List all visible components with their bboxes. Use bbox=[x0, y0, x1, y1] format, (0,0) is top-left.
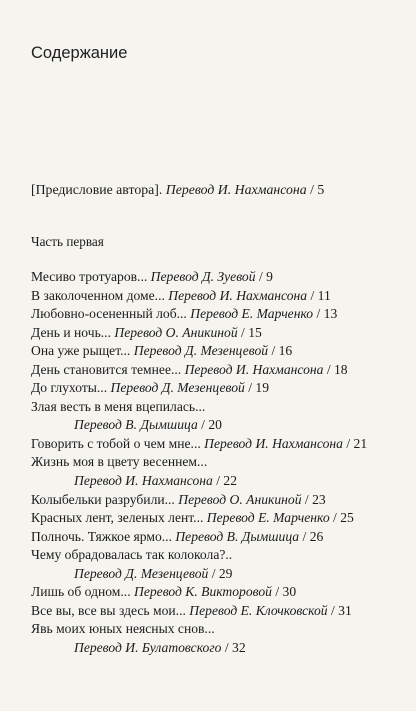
entry-page: / 25 bbox=[333, 510, 354, 526]
toc-entry bbox=[31, 416, 406, 435]
toc-entry bbox=[31, 491, 406, 510]
entry-title: Она уже рыщет... bbox=[31, 343, 131, 359]
toc-entry bbox=[31, 602, 406, 621]
entry-title: День становится темнее... bbox=[31, 361, 182, 377]
toc-entry bbox=[31, 453, 406, 472]
entry-translator: Перевод И. Нахмансона bbox=[74, 473, 213, 489]
entry-page: / 11 bbox=[310, 287, 331, 303]
entry-title: Все вы, все вы здесь мои... bbox=[31, 602, 186, 618]
entry-title: Жизнь моя в цвету весеннем... bbox=[31, 454, 208, 470]
toc-entry bbox=[31, 305, 406, 324]
entry-translator: Перевод О. Аникиной bbox=[178, 491, 302, 507]
entry-translator: Перевод Д. Мезенцевой bbox=[133, 343, 269, 359]
entry-page: / 5 bbox=[310, 182, 325, 197]
entry-title: Колыбельки разрубили... bbox=[31, 491, 175, 507]
toc-entry bbox=[31, 435, 406, 454]
entry-title: Полночь. Тяжкое ярмо... bbox=[31, 528, 172, 544]
entry-translator: Перевод И. Нахмансона bbox=[168, 287, 308, 303]
entry-translator: Перевод Е. Марченко bbox=[190, 306, 314, 322]
entry-title: До глухоты... bbox=[31, 380, 108, 396]
toc-entry bbox=[31, 509, 406, 528]
entry-translator: Перевод В. Дымшица bbox=[74, 417, 198, 433]
entry-translator: Перевод И. Нахмансона bbox=[204, 435, 343, 451]
entry-title: Красных лент, зеленых лент... bbox=[31, 510, 204, 526]
entry-title: День и ночь... bbox=[31, 324, 111, 340]
entry-title: Любовно-осененный лоб... bbox=[31, 306, 187, 322]
toc-entry-preface bbox=[31, 182, 324, 198]
entry-translator: Перевод Д. Зуевой bbox=[150, 269, 256, 284]
toc-entry bbox=[31, 528, 406, 547]
toc-entry bbox=[31, 620, 406, 639]
entry-page: / 32 bbox=[224, 639, 246, 655]
entry-translator: Перевод Д. Мезенцевой bbox=[74, 565, 209, 581]
entry-translator: Перевод И. Булатовского bbox=[74, 639, 222, 655]
entry-title: [Предисловие автора]. bbox=[31, 182, 163, 197]
entry-title: Злая весть в меня вцепилась... bbox=[31, 398, 206, 414]
page-title: Содержание bbox=[31, 44, 128, 62]
entry-translator: Перевод И. Нахмансона bbox=[184, 361, 324, 377]
toc-entry bbox=[31, 379, 406, 398]
entry-page: / 20 bbox=[201, 417, 222, 433]
entry-title: Месиво тротуаров... bbox=[31, 269, 148, 284]
entry-page: / 16 bbox=[271, 343, 293, 359]
entry-translator: Перевод О. Аникиной bbox=[114, 324, 238, 340]
entry-page: / 29 bbox=[211, 565, 233, 581]
entry-page: / 19 bbox=[248, 380, 269, 396]
toc-entry bbox=[31, 342, 406, 361]
toc-entry bbox=[31, 361, 406, 380]
toc-entry bbox=[31, 583, 406, 602]
toc-entry bbox=[31, 398, 406, 417]
entry-page: / 21 bbox=[346, 435, 368, 451]
toc-entry bbox=[31, 287, 406, 306]
entry-page: / 30 bbox=[275, 584, 297, 600]
entry-page: / 13 bbox=[316, 306, 338, 322]
entry-page: / 15 bbox=[241, 324, 262, 340]
entry-translator: Перевод К. Викторовой bbox=[134, 584, 272, 600]
entry-translator: Перевод Е. Марченко bbox=[206, 510, 330, 526]
entry-translator: Перевод Е. Клочковской bbox=[189, 602, 328, 618]
toc-entry bbox=[31, 268, 406, 287]
toc-entry bbox=[31, 546, 406, 565]
entry-translator: Перевод Д. Мезенцевой bbox=[110, 380, 245, 396]
toc-entry bbox=[31, 565, 406, 584]
entry-translator: Перевод И. Нахмансона bbox=[165, 182, 307, 197]
toc-entry bbox=[31, 639, 406, 658]
entry-page: / 23 bbox=[304, 491, 326, 507]
toc-list bbox=[31, 268, 406, 657]
entry-page: / 22 bbox=[216, 473, 237, 489]
entry-page: / 18 bbox=[326, 361, 348, 377]
toc-entry bbox=[31, 324, 406, 343]
entry-title: Говорить с тобой о чем мне... bbox=[31, 435, 201, 451]
entry-title: Явь моих юных неясных снов... bbox=[31, 621, 215, 637]
part-heading: Часть первая bbox=[31, 234, 104, 249]
entry-title: Лишь об одном... bbox=[31, 584, 131, 600]
entry-title: В заколоченном доме... bbox=[31, 287, 165, 303]
entry-page: / 26 bbox=[302, 528, 324, 544]
entry-translator: Перевод В. Дымшица bbox=[175, 528, 300, 544]
entry-title: Чему обрадовалась так колокола?.. bbox=[31, 547, 233, 563]
entry-page: / 31 bbox=[330, 602, 352, 618]
toc-entry bbox=[31, 472, 406, 491]
entry-page: / 9 bbox=[258, 269, 273, 284]
